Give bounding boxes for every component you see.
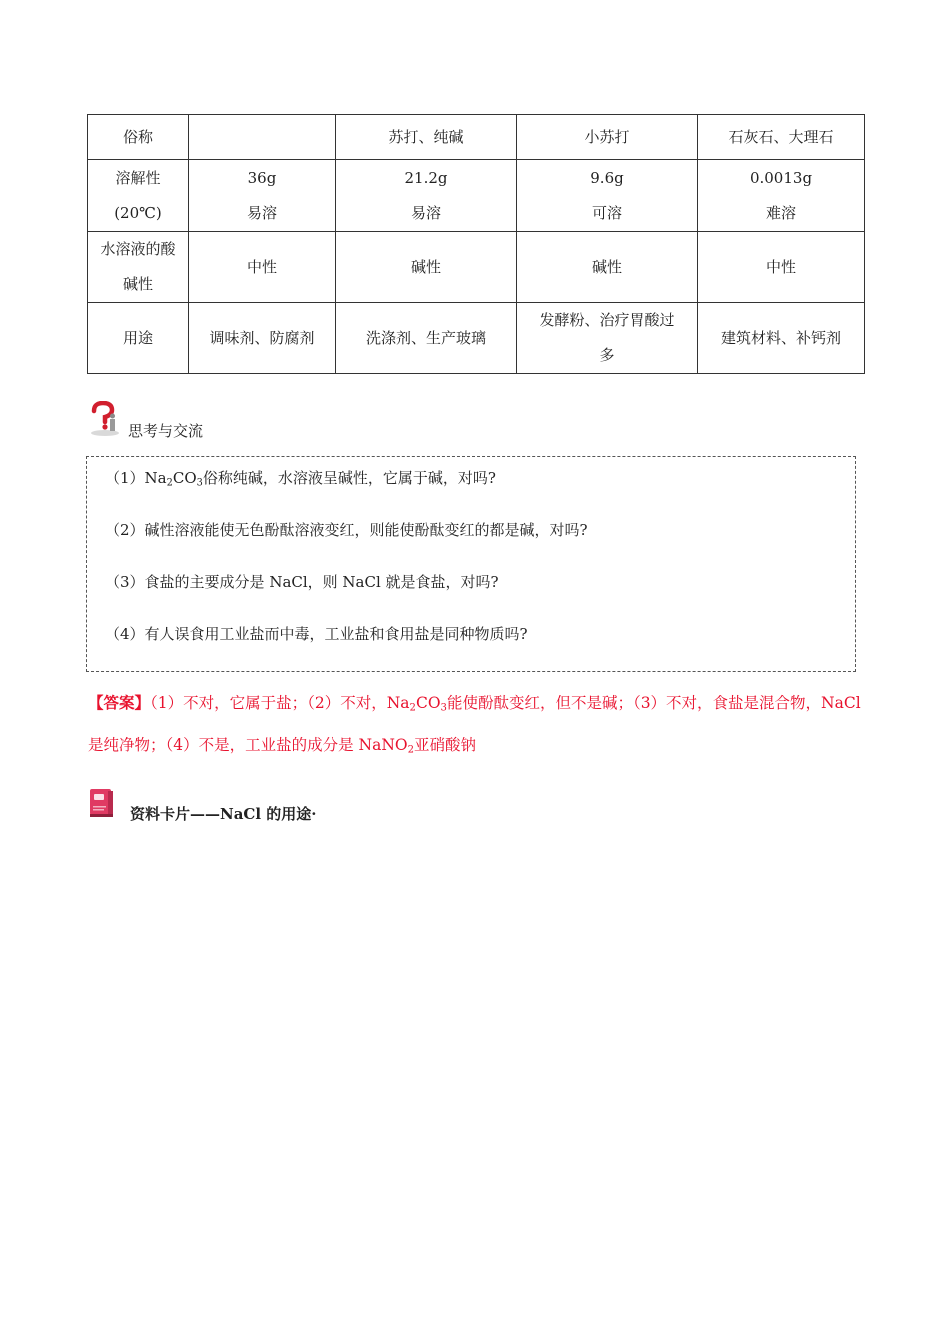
question-box xyxy=(86,456,856,672)
table-cell: 苏打、纯碱 xyxy=(336,115,517,160)
table-cell: 碱性 xyxy=(336,232,517,303)
table-cell: 俗称 xyxy=(88,115,189,160)
table-cell: 调味剂、防腐剂 xyxy=(189,303,336,374)
question-3: （3）食盐的主要成分是 NaCl，则 NaCl 就是食盐，对吗? xyxy=(105,573,499,591)
table-row xyxy=(88,303,865,374)
question-1: $(1)Na_2CO_3$俗称纯碱，水溶液呈碱性，它属于碱，对吗? xyxy=(105,469,496,489)
table-cell: 中性 xyxy=(698,232,865,303)
table-cell: 9.6g 可溶 xyxy=(517,160,698,232)
table-row xyxy=(88,232,865,303)
table-cell: 0.0013g 难溶 xyxy=(698,160,865,232)
answer-paragraph: 【答案】（1）不对，它属于盐；（2）不对，$Na_2CO_3$能使酚酞变红，但不是碱；（3）不对，食盐是混合物，NaCl 是纯净物；（4）不是，工业盐的成分是 NaNO$_2$亚硝酸钠 xyxy=(88,693,861,756)
table-cell: 21.2g 易溶 xyxy=(336,160,517,232)
question-4: （4）有人误食用工业盐而中毒，工业盐和食用盐是同种物质吗? xyxy=(105,625,528,643)
table-cell: 碱性 xyxy=(517,232,698,303)
table-cell: 36g 易溶 xyxy=(189,160,336,232)
table-cell: 溶解性 (20℃) xyxy=(88,160,189,232)
think-section-title: 思考与交流 xyxy=(128,422,204,440)
answer-tag: 【答案】 xyxy=(88,693,151,712)
table-cell: 发酵粉、治疗胃酸过 多 xyxy=(517,303,698,374)
properties-table xyxy=(87,114,865,374)
table-cell: 中性 xyxy=(189,232,336,303)
table-cell: 建筑材料、补钙剂 xyxy=(698,303,865,374)
book-icon xyxy=(88,788,116,818)
table-cell: 水溶液的酸 碱性 xyxy=(88,232,189,303)
data-card-title: 资料卡片——NaCl 的用途· xyxy=(130,805,317,823)
table-row xyxy=(88,115,865,160)
question-mark-icon xyxy=(88,401,122,437)
table-cell: 小苏打 xyxy=(517,115,698,160)
table-cell: 洗涤剂、生产玻璃 xyxy=(336,303,517,374)
table-cell: 石灰石、大理石 xyxy=(698,115,865,160)
table-cell: 用途 xyxy=(88,303,189,374)
question-2: （2）碱性溶液能使无色酚酞溶液变红，则能使酚酞变红的都是碱，对吗? xyxy=(105,521,588,539)
table-cell xyxy=(189,115,336,160)
table-row xyxy=(88,160,865,232)
